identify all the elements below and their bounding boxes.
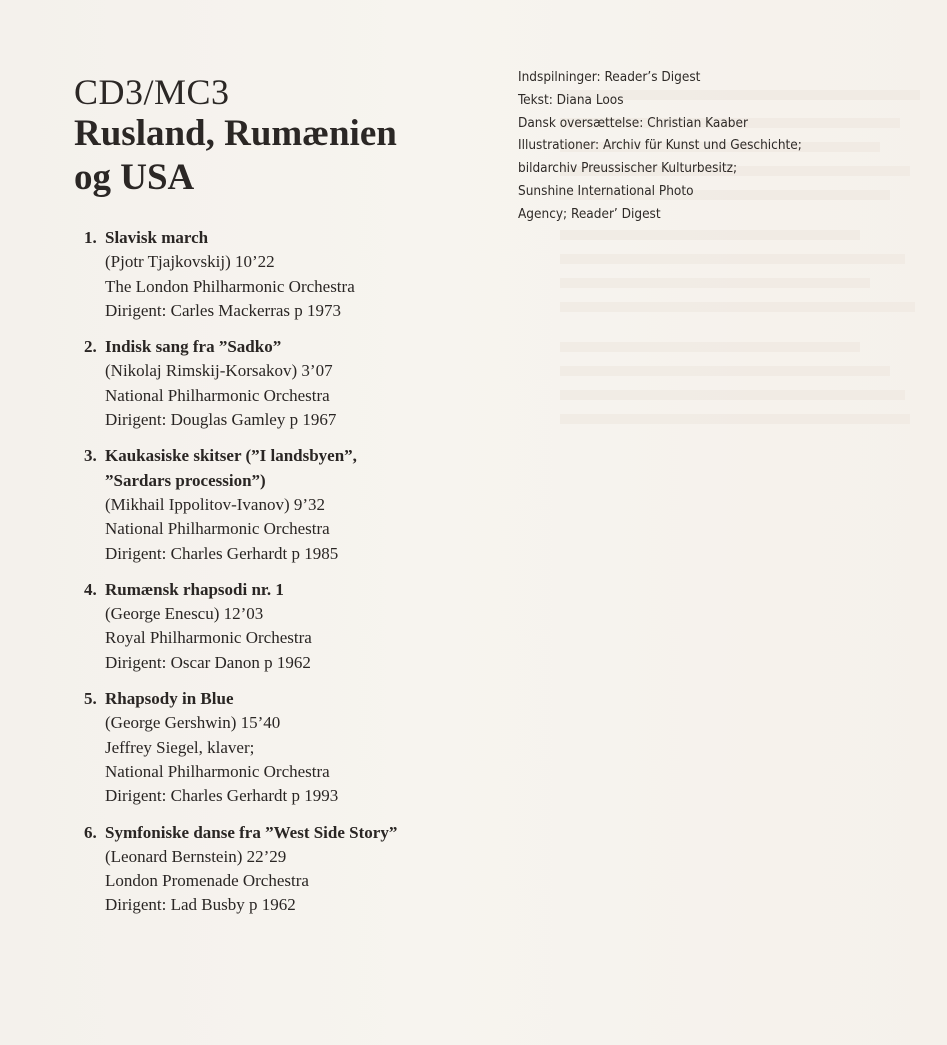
credit-recordings: Indspilninger: Reader’s Digest [518,69,701,85]
track-composer: (George Enescu) 12’03 [105,604,264,624]
credit-illustrations-line-2: bildarchiv Preussischer Kulturbesitz; [518,160,738,177]
track-number: 5. [84,689,97,709]
credit-translation: Dansk oversættelse: Christian Kaaber [518,114,748,131]
track-composer: (Mikhail Ippolitov-Ivanov) 9’32 [105,494,326,514]
credit-text: Tekst: Diana Loos [518,91,624,108]
track-title-continued: ”Sardars procession”) [105,470,266,490]
track-list [74,226,494,918]
track-item [74,226,494,323]
track-conductor: Dirigent: Charles Gerhardt p 1993 [105,786,339,806]
track-composer: (Leonard Bernstein) 22’29 [105,846,287,866]
track-orchestra: National Philharmonic Orchestra [105,519,330,539]
track-orchestra: National Philharmonic Orchestra [105,761,330,781]
track-title: Symfoniske danse fra ”West Side Story” [105,822,398,842]
credits-block [518,66,898,226]
track-composer: (Pjotr Tjajkovskij) 10’22 [105,252,275,272]
track-number: 3. [84,446,97,466]
credit-illustrations-line-3: Sunshine International Photo [518,182,694,199]
track-number: 1. [84,228,97,247]
track-title: Kaukasiske skitser (”I landsbyen”, [105,446,357,466]
track-item [74,821,494,918]
track-soloist: Jeffrey Siegel, klaver; [105,737,255,757]
credit-illustrations: Illustrationer: Archiv für Kunst und Geschichte; [518,137,802,154]
track-number: 2. [84,337,97,357]
disc-title-line-2: og USA [74,157,195,198]
track-composer: (George Gershwin) 15’40 [105,713,281,733]
track-orchestra: The London Philharmonic Orchestra [105,276,355,296]
track-conductor: Dirigent: Carles Mackerras p 1973 [105,300,342,320]
track-orchestra: London Promenade Orchestra [105,871,309,891]
track-item [74,578,494,675]
track-conductor: Dirigent: Lad Busby p 1962 [105,895,296,915]
credit-illustrations-line-4: Agency; Reader’ Digest [518,205,661,222]
track-item [74,335,494,432]
disc-title-line-1: Rusland, Rumænien [74,113,397,154]
track-number: 4. [84,579,97,599]
track-title: Indisk sang fra ”Sadko” [105,337,282,357]
track-title: Slavisk march [105,228,209,247]
track-number: 6. [84,822,97,842]
disc-title [74,112,494,200]
track-orchestra: Royal Philharmonic Orchestra [105,628,312,648]
track-conductor: Dirigent: Oscar Danon p 1962 [105,652,311,672]
track-orchestra: National Philharmonic Orchestra [105,385,330,405]
track-item [74,687,494,808]
track-conductor: Dirigent: Douglas Gamley p 1967 [105,410,337,430]
track-item [74,444,494,565]
track-composer: (Nikolaj Rimskij-Korsakov) 3’07 [105,361,333,381]
track-title: Rhapsody in Blue [105,689,234,709]
track-conductor: Dirigent: Charles Gerhardt p 1985 [105,543,339,563]
disc-label: CD3/MC3 [74,72,230,112]
track-listing-column [74,72,494,930]
track-title: Rumænsk rhapsodi nr. 1 [105,579,284,599]
